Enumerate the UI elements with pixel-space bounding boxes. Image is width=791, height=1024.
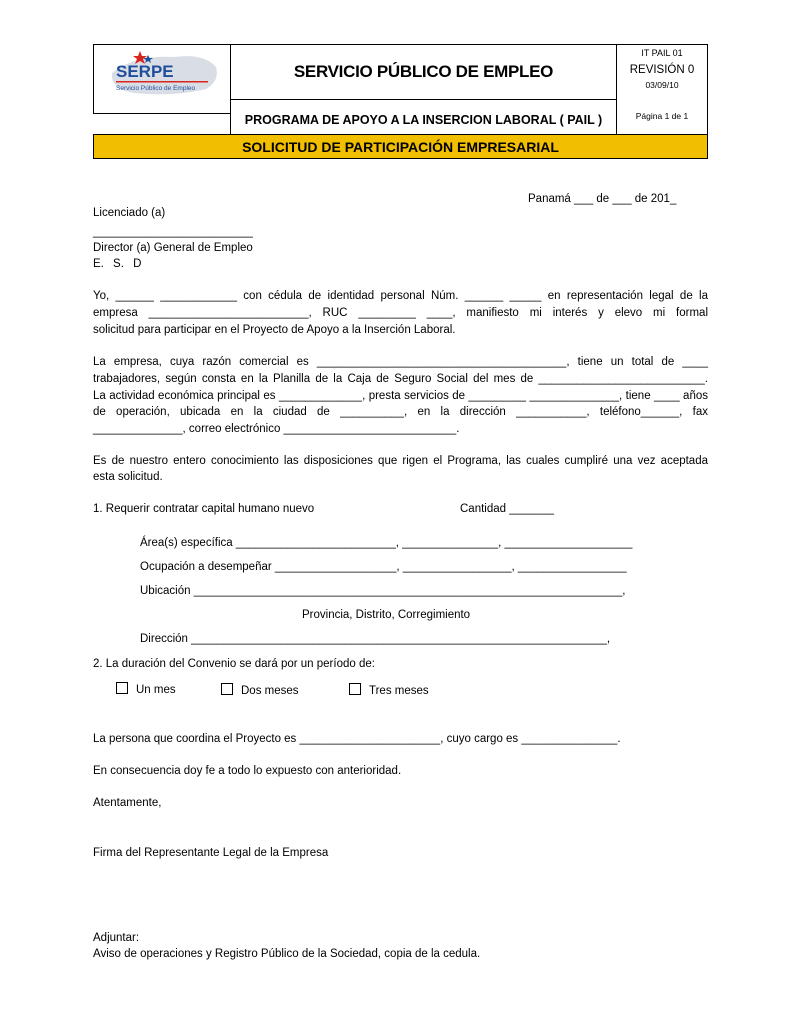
paragraph-1-line-2: empresa _________________________, RUC _________ ____, manifiesto mi interés y elevo mi formal [93, 307, 708, 319]
direccion-field[interactable]: Dirección _________________________________________________________________, [140, 633, 611, 645]
director-title: Director (a) General de Empleo [93, 242, 253, 254]
paragraph-2-line-3: La actividad económica principal es _____________, presta servicios de _________ ______________, tiene ____ años [93, 390, 708, 402]
paragraph-1-line-3: solicitud para participar en el Proyecto de Apoyo a la Inserción Laboral. [93, 324, 456, 336]
ubicacion-field[interactable]: Ubicación ___________________________________________________________________, [140, 585, 626, 597]
paragraph-2-line-5: ______________, correo electrónico ___________________________. [93, 423, 460, 435]
checkbox-icon[interactable] [221, 683, 233, 695]
consecuencia-line: En consecuencia doy fe a todo lo expuesto con anterioridad. [93, 765, 402, 777]
header-table [93, 44, 708, 159]
doc-revision: REVISIÓN 0 [629, 64, 695, 76]
ocupacion-field[interactable]: Ocupación a desempeñar ___________________, _________________, _________________ [140, 561, 627, 573]
signature-line: _________________________ [93, 226, 253, 238]
cantidad-field[interactable]: Cantidad _______ [460, 503, 554, 515]
item-2-label: 2. La duración del Convenio se dará por un período de: [93, 658, 375, 670]
paragraph-2-line-2: trabajadores, según consta en la Planilla de la Caja de Seguro Social del mes de __________________________. [93, 373, 708, 385]
serpe-logo [94, 45, 230, 113]
option-tres-meses[interactable] [349, 683, 429, 697]
option-dos-meses[interactable] [221, 683, 299, 697]
program-name: PROGRAMA DE APOYO A LA INSERCION LABORAL ( PAIL ) [230, 99, 617, 141]
paragraph-1-line-1: Yo, ______ ____________ con cédula de identidad personal Núm. ______ _____ en representación legal de la [93, 290, 708, 302]
coordinator-line: La persona que coordina el Proyecto es ______________________, cuyo cargo es _______________. [93, 733, 621, 745]
option-label: Dos meses [241, 685, 299, 697]
item-1-label: 1. Requerir contratar capital humano nuevo [93, 503, 315, 515]
svg-text:SERPE: SERPE [116, 62, 174, 81]
signature-caption: Firma del Representante Legal de la Empresa [93, 847, 329, 859]
header-title: SERVICIO PÚBLICO DE EMPLEO [230, 44, 617, 100]
option-label: Tres meses [369, 685, 429, 697]
salutation: Licenciado (a) [93, 207, 166, 219]
option-un-mes[interactable] [116, 682, 176, 696]
paragraph-2-line-4: de operación, ubicada en la ciudad de __________, en la dirección ___________, teléfono______, fax [93, 406, 708, 418]
area-field[interactable]: Área(s) específica _________________________, _______________, ____________________ [140, 537, 633, 549]
paragraph-3-line-1: Es de nuestro entero conocimiento las disposiciones que rigen el Programa, las cuales cumpliré una vez aceptada [93, 455, 708, 467]
ubicacion-caption: Provincia, Distrito, Corregimiento [302, 609, 471, 621]
option-label: Un mes [136, 684, 176, 696]
place-date: Panamá ___ de ___ de 201_ [528, 193, 677, 205]
logo-cell [93, 44, 231, 114]
doc-code: IT PAIL 01 [641, 48, 683, 58]
document-code-cell [616, 44, 708, 141]
attachments-label: Adjuntar: [93, 932, 140, 944]
atentamente: Atentamente, [93, 797, 162, 809]
checkbox-icon[interactable] [116, 682, 128, 694]
esd-line: E. S. D [93, 258, 142, 270]
paragraph-2-line-1: La empresa, cuya razón comercial es _______________________________________, tiene un total de ____ [93, 356, 708, 368]
doc-page: Página 1 de 1 [635, 111, 689, 121]
svg-text:Servicio Público de Empleo: Servicio Público de Empleo [116, 85, 196, 92]
attachments-text: Aviso de operaciones y Registro Público de la Sociedad, copia de la cedula. [93, 948, 481, 960]
paragraph-3-line-2: esta solicitud. [93, 471, 163, 483]
checkbox-icon[interactable] [349, 683, 361, 695]
form-title-band: SOLICITUD DE PARTICIPACIÓN EMPRESARIAL [93, 134, 708, 159]
doc-date: 03/09/10 [645, 80, 679, 90]
